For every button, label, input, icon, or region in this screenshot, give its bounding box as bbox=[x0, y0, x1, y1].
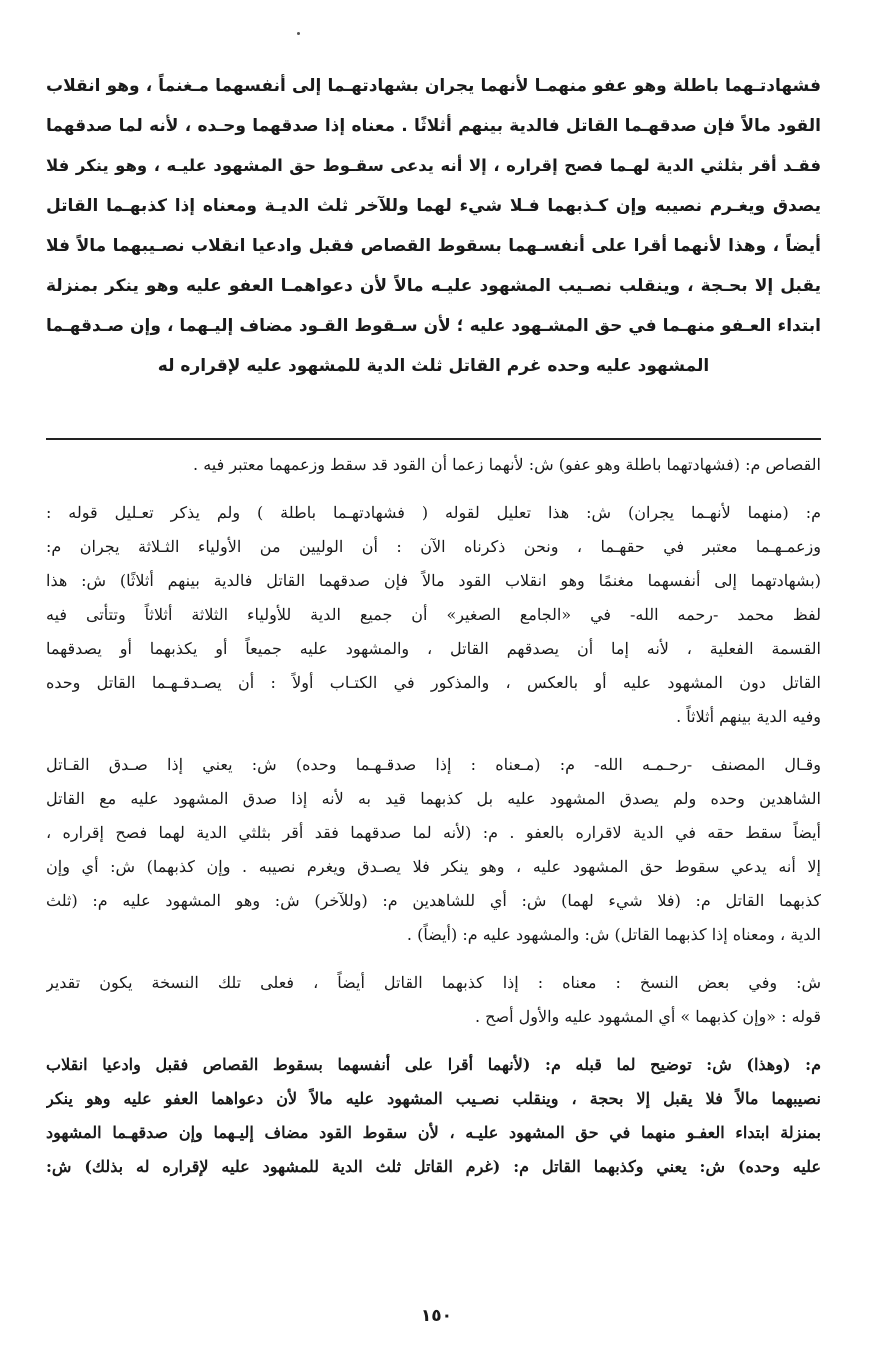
commentary-line: القسمة الفعلية ، لأنه إما أن يصدقهم القاتل ، والمشهود عليه جميعاً أو يكذبهما أو يصدقهما bbox=[46, 639, 821, 658]
commentary-line: وفيه الدية بينهم أثلاثاً . bbox=[676, 707, 821, 726]
commentary-line: وقـال المصنف -رحـمـه الله- م: (مـعناه : إذا صدقـهـما وحده) ش: يعني إذا صـدق القـاتل bbox=[46, 755, 821, 774]
main-text-line: المشهود عليه وحده غرم القاتل ثلث الدية للمشهود عليه لإقراره له bbox=[157, 356, 710, 376]
main-text-line: فقـد أقر بثلثي الدية لهـما فصح إقراره ، إلا أنه يدعى سقـوط حق المشهود عليـه ، وهو ينكر فلا bbox=[46, 156, 821, 175]
commentary-line: م: (وهذا) ش: توضيح لما قبله م: (لأنهما أقرا على أنفسهما بسقوط القصاص فقبل وادعيا انقلاب bbox=[46, 1055, 821, 1074]
commentary-line: بمنزلة ابتداء العفـو منهما في حق المشهود عليـه ، لأن سقوط القود مضاف إليـهما وإن صدقهـما المشهود bbox=[46, 1123, 821, 1142]
main-text-line: القود مالاً فإن صدقهـما القاتل فالدية بينهم أثلاثًا . معناه إذا صدقهما وحـده ، لأنه لما صدقهما bbox=[46, 116, 821, 136]
page-number: ١٥٠ bbox=[420, 1306, 453, 1326]
separator-rule bbox=[46, 438, 821, 440]
commentary-line: عليه وحده) ش: يعني وكذبهما القاتل م: (غرم القاتل ثلث الدية للمشهود عليه لإقراره له بذلك) ش: bbox=[46, 1157, 821, 1176]
commentary-paragraph bbox=[46, 1048, 821, 1184]
main-text-line: أيضاً ، وهذا لأنهما أقرا على أنفسـهما بسقوط القصاص فقبل وادعيا انقلاب نصـيبهما مالاً فلا bbox=[46, 236, 821, 256]
commentary-line: م: (منهما لأنهـما يجران) ش: هذا تعليل لقوله ( فشهادتهـما باطلة ) ولم يذكر تعـليل قوله : bbox=[46, 503, 821, 522]
commentary-paragraph bbox=[46, 748, 821, 952]
commentary-line: الدية ، ومعناه إذا كذبهما القاتل) ش: والمشهود عليه م: (أيضاً) . bbox=[406, 925, 821, 944]
commentary-line: قوله : «وإن كذبهما » أي المشهود عليه والأول أصح . bbox=[474, 1007, 821, 1026]
main-text-line: ابتداء العـفو منهـما في حق المشـهود عليه ؛ لأن سـقوط القـود مضاف إليـهما ، وإن صـدقهـما bbox=[46, 316, 821, 336]
commentary-line: نصيبهما مالاً فلا يقبل إلا بحجة ، وينقلب نصـيب المشهود عليه مالاً لأن دعواهما العفو عليه وهو ينكر bbox=[46, 1089, 821, 1108]
main-text bbox=[46, 66, 821, 386]
commentary-line: وزعمـهـما معتبر في حقهـما ، ونحن ذكرناه الآن : أن الوليين من الأولياء الثـلاثة يجران م: bbox=[46, 537, 821, 556]
commentary-line: ش: وفي بعض النسخ : معناه : إذا كذبهما القاتل أيضاً ، فعلى تلك النسخة يكون تقدير bbox=[46, 973, 821, 992]
commentary-line: (بشهادتهما إلى أنفسهما مغنمًا وهو انقلاب القود مالاً فإن صدقهما القاتل فالدية بينهم أثلاثًا) ش: هذا bbox=[46, 571, 821, 590]
commentary-line: القصاص م: (فشهادتهما باطلة وهو عفو) ش: لأنهما زعما أن القود قد سقط وزعمهما معتبر فيه . bbox=[193, 455, 821, 474]
commentary-line: كذبهما القاتل م: (فلا شيء لهما) ش: أي للشاهدين م: (وللآخر) ش: وهو المشهود عليه م: (ثلث bbox=[46, 891, 821, 910]
commentary-paragraph bbox=[46, 448, 821, 482]
main-text-line: يصدق ويغـرم نصيبه وإن كـذبهما فـلا شيء لهما وللآخر ثلث الديـة ومعناه إذا كذبهـما القاتل bbox=[46, 196, 821, 216]
commentary-paragraph bbox=[46, 966, 821, 1034]
commentary-paragraph bbox=[46, 496, 821, 734]
commentary-line: لفظ محمد -رحمه الله- في «الجامع الصغير» أن جميع الدية للأولياء الثلاثة أثلاثاً وتتأتى فيه bbox=[46, 605, 821, 624]
commentary-line: القاتل دون المشهود عليه أو بالعكس ، والمذكور في الكتـاب أولاً : أن يصـدقـهـما القاتل وحده bbox=[46, 673, 821, 692]
commentary bbox=[46, 448, 821, 1198]
main-text-line: فشهادتـهما باطلة وهو عفو منهمـا لأنهما يجران بشهادتهـما إلى أنفسهما مـغنماً ، وهو انقلاب bbox=[46, 76, 821, 96]
commentary-line: إلا أنه يدعي سقوط حق المشهود عليه ، وهو ينكر فلا يصـدق ويغرم نصيبه . وإن كذبهما) ش: أي وإن bbox=[46, 857, 821, 876]
ink-speck bbox=[297, 32, 300, 35]
commentary-line: أيضاً سقط حقه في الدية لاقراره بالعفو . م: (لأنه لما صدقهما فقد أقر بثلثي الدية لهما فصح إقراره ، bbox=[46, 823, 821, 842]
main-text-line: يقبل إلا بحـجة ، وينقلب نصـيب المشهود عليـه مالاً لأن دعواهمـا العفو عليه وهو ينكر بمنزلة bbox=[46, 276, 821, 296]
commentary-line: الشاهدين وحده ولم يصدق المشهود عليه بل كذبهما قيد به لأنه إذا صدق المشهود عليه مع القاتل bbox=[46, 789, 821, 808]
